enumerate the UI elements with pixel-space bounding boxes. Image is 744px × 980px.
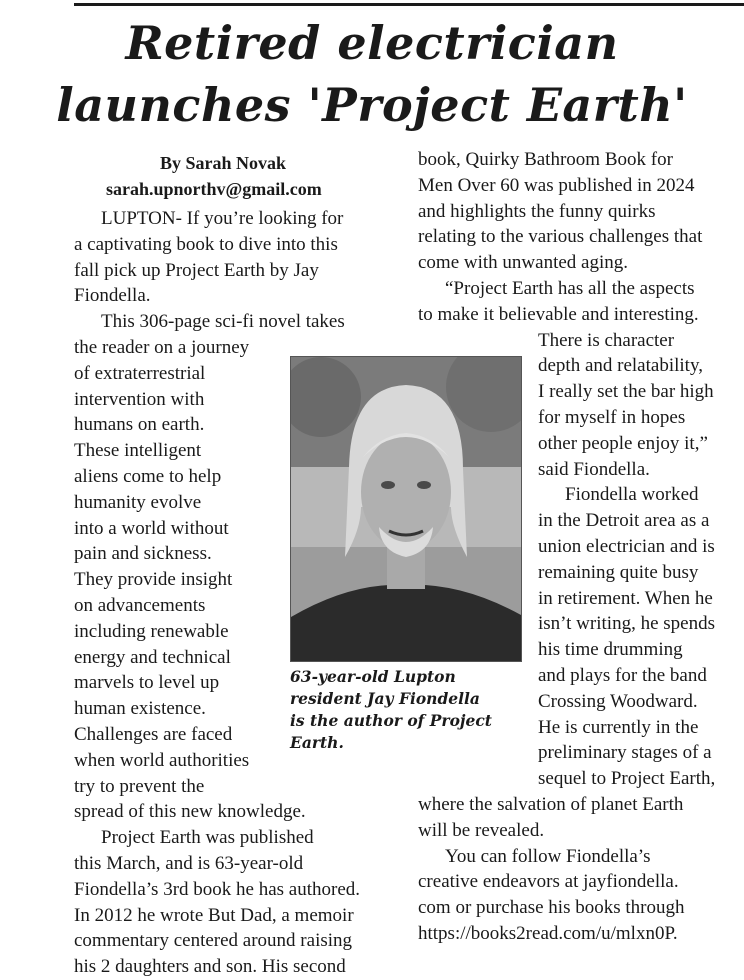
left-column-line: a captivating book to dive into this bbox=[74, 233, 338, 255]
left-column-line: LUPTON- If you’re looking for bbox=[101, 208, 344, 229]
top-rule bbox=[74, 3, 744, 6]
left-column-line: his 2 daughters and son. His second bbox=[74, 956, 346, 978]
right-column-line: isn’t writing, he spends bbox=[538, 613, 715, 635]
left-column-line: energy and technical bbox=[74, 646, 231, 668]
left-column-line: commentary centered around raising bbox=[74, 930, 353, 952]
right-column-line: Men Over 60 was published in 2024 bbox=[418, 174, 695, 196]
byline-email[interactable]: sarah.upnorthv@gmail.com bbox=[106, 179, 322, 199]
left-column-line: spread of this new knowledge. bbox=[74, 801, 306, 823]
right-column-line: other people enjoy it,” bbox=[538, 432, 708, 454]
left-column-line: on advancements bbox=[74, 595, 206, 616]
left-column-line: Fiondella’s 3rd book he has authored. bbox=[74, 878, 361, 900]
byline-author: By Sarah Novak bbox=[160, 153, 287, 173]
headline-line-1: Retired electrician bbox=[125, 16, 619, 70]
left-column-line: intervention with bbox=[74, 388, 205, 410]
right-column-line: He is currently in the bbox=[538, 716, 699, 738]
right-column-line: to make it believable and interesting. bbox=[418, 303, 699, 325]
left-column-line: Project Earth was published bbox=[101, 827, 314, 849]
photo-caption-line: resident Jay Fiondella bbox=[290, 689, 480, 708]
left-column-line: pain and sickness. bbox=[74, 543, 212, 565]
left-column-line: aliens come to help bbox=[74, 466, 222, 487]
left-column-line: this March, and is 63-year-old bbox=[74, 853, 304, 874]
left-column-line: This 306-page sci-fi novel takes bbox=[101, 311, 345, 333]
right-column-line: There is character bbox=[538, 329, 675, 351]
right-column-line: where the salvation of planet Earth bbox=[418, 794, 684, 815]
left-column-line: humanity evolve bbox=[74, 491, 202, 513]
headline-line-2: launches 'Project Earth' bbox=[56, 78, 688, 132]
left-column-line: They provide insight bbox=[74, 569, 233, 591]
left-column-line: when world authorities bbox=[74, 749, 250, 771]
right-column-line: in retirement. When he bbox=[538, 587, 713, 609]
portrait-illustration bbox=[291, 357, 521, 661]
right-column-line: Crossing Woodward. bbox=[538, 690, 698, 712]
photo-caption-line: 63-year-old Lupton bbox=[290, 667, 456, 686]
left-column-line: human existence. bbox=[74, 698, 206, 720]
left-column-line: Fiondella. bbox=[74, 285, 151, 307]
right-column-line: relating to the various challenges that bbox=[418, 226, 703, 248]
right-column-line: said Fiondella. bbox=[538, 458, 650, 480]
left-column-line: In 2012 he wrote But Dad, a memoir bbox=[74, 904, 354, 926]
left-column-line: fall pick up Project Earth by Jay bbox=[74, 259, 319, 281]
right-column-line: come with unwanted aging. bbox=[418, 252, 629, 274]
right-column-line: depth and relatability, bbox=[538, 355, 703, 377]
author-photo bbox=[290, 356, 522, 662]
left-column-line: including renewable bbox=[74, 620, 229, 642]
right-column-line: union electrician and is bbox=[538, 536, 715, 557]
left-column-line: humans on earth. bbox=[74, 414, 205, 436]
photo-caption-line: Earth. bbox=[290, 733, 344, 752]
right-column-line: and plays for the band bbox=[538, 665, 707, 686]
right-column-line: You can follow Fiondella’s bbox=[445, 845, 651, 867]
left-column-line: of extraterrestrial bbox=[74, 362, 206, 384]
right-column-line: com or purchase his books through bbox=[418, 897, 685, 919]
right-column-line: Fiondella worked bbox=[565, 484, 699, 506]
right-column-line: “Project Earth has all the aspects bbox=[445, 278, 695, 299]
right-column-line: his time drumming bbox=[538, 639, 683, 661]
right-column-line: book, Quirky Bathroom Book for bbox=[418, 149, 673, 170]
left-column-line: the reader on a journey bbox=[74, 337, 250, 358]
right-column-line: remaining quite busy bbox=[538, 561, 699, 583]
right-column-line: will be revealed. bbox=[418, 819, 545, 841]
left-column-line: These intelligent bbox=[74, 440, 202, 462]
left-column-line: marvels to level up bbox=[74, 672, 220, 694]
left-column-line: try to prevent the bbox=[74, 775, 205, 797]
right-column-line: sequel to Project Earth, bbox=[538, 768, 716, 790]
right-column-line: creative endeavors at jayfiondella. bbox=[418, 871, 679, 893]
right-column-line: and highlights the funny quirks bbox=[418, 200, 656, 222]
right-column-line: https://books2read.com/u/mlxn0P. bbox=[418, 923, 678, 944]
right-column-line: I really set the bar high bbox=[538, 381, 714, 403]
left-column-line: into a world without bbox=[74, 517, 229, 539]
photo-caption-line: is the author of Project bbox=[290, 711, 492, 730]
left-column-line: Challenges are faced bbox=[74, 724, 233, 745]
right-column-line: for myself in hopes bbox=[538, 407, 686, 428]
right-column-line: preliminary stages of a bbox=[538, 742, 712, 764]
right-column-line: in the Detroit area as a bbox=[538, 510, 710, 532]
